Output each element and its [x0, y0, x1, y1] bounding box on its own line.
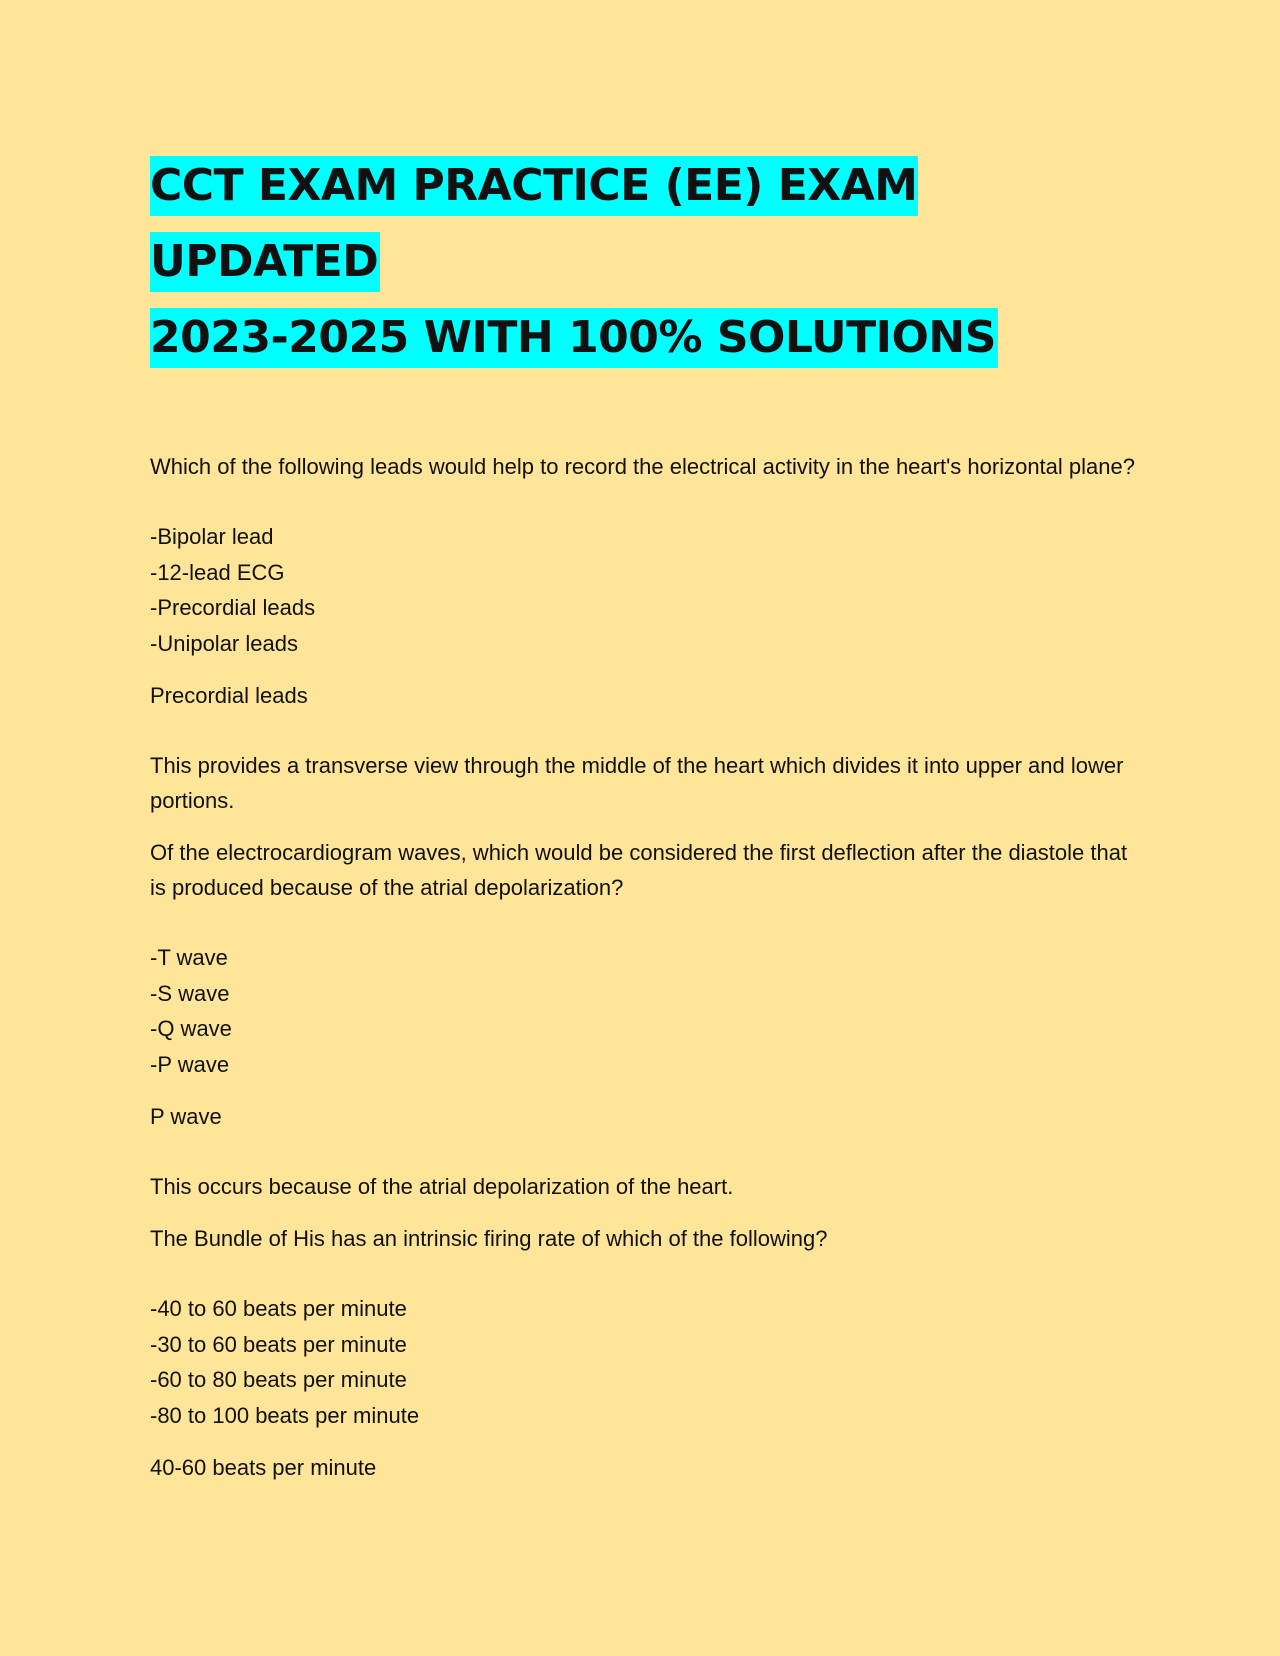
option: -P wave [150, 1051, 230, 1077]
option: -Unipolar leads [150, 630, 298, 656]
title-highlight-2: 2023-2025 WITH 100% SOLUTIONS [150, 308, 998, 368]
question-1-answer: Precordial leads [150, 683, 308, 708]
title-highlight-1: CCT EXAM PRACTICE (EE) EXAM UPDATED [150, 156, 918, 292]
option: -S wave [150, 980, 230, 1006]
option: -60 to 80 beats per minute [150, 1367, 407, 1392]
option: -40 to 60 beats per minute [150, 1296, 407, 1321]
question-2-options [150, 940, 1140, 1082]
option: -12-lead ECG [150, 559, 285, 585]
question-2: Of the electrocardiogram waves, which would be considered the first deflection after the diastole that is produced because of the atrial depolarization? [150, 840, 1128, 900]
question-2-explanation: This occurs because of the atrial depolarization of the heart. [150, 1174, 734, 1199]
title-line-2 [150, 300, 1140, 376]
question-3: The Bundle of His has an intrinsic firing rate of which of the following? [150, 1226, 828, 1251]
option: -T wave [150, 945, 228, 970]
title-line-1 [150, 148, 1140, 300]
question-1-explanation: This provides a transverse view through the middle of the heart which divides it into upper and lower portions. [150, 753, 1124, 813]
question-3-answer: 40-60 beats per minute [150, 1455, 377, 1480]
question-2-answer: P wave [150, 1104, 222, 1129]
document-title [150, 148, 1140, 376]
option: -80 to 100 beats per minute [150, 1402, 420, 1428]
question-1-options [150, 519, 1140, 661]
document-content [150, 148, 1140, 1485]
option: -Q wave [150, 1016, 232, 1041]
option: -Bipolar lead [150, 524, 274, 549]
question-3-options [150, 1291, 1140, 1433]
option: -Precordial leads [150, 595, 316, 620]
option: -30 to 60 beats per minute [150, 1331, 407, 1357]
question-1: Which of the following leads would help to record the electrical activity in the heart's horizontal plane? [150, 454, 1135, 479]
